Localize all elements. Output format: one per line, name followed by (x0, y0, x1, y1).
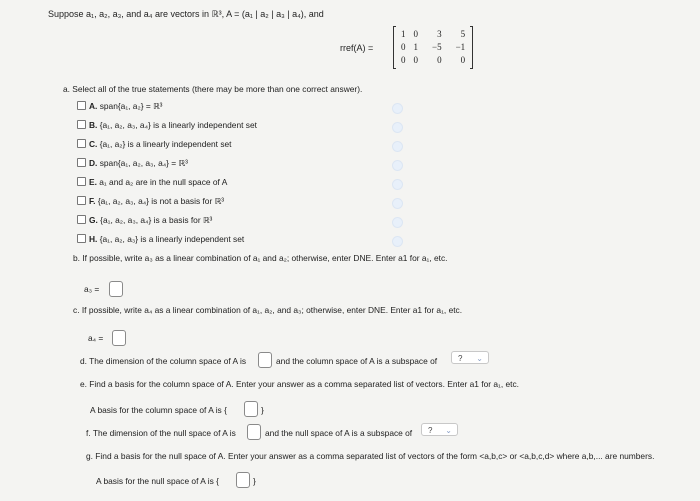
matrix-cell: 1 (413, 42, 418, 52)
matrix-row (397, 54, 469, 67)
part-f-suffix: and the null space of A is a subspace of (265, 428, 413, 438)
option-letter: C. (89, 139, 98, 149)
option-g[interactable] (77, 215, 212, 226)
column-basis-label: A basis for the column space of A is { (90, 405, 227, 415)
column-basis-close-brace: } (261, 405, 264, 415)
part-f-prompt: f. The dimension of the null space of A is (86, 428, 236, 438)
option-text: {a₁, a₂, a₃, a₄} is a linearly independent set (99, 120, 257, 130)
a3-label: a₃ = (84, 284, 100, 294)
checkbox[interactable] (77, 234, 86, 243)
option-letter: G. (89, 215, 98, 225)
part-c-prompt: c. If possible, write a₄ as a linear combination of a₁, a₂, and a₃; otherwise, enter DNE. Enter a1 for a₁, etc. (73, 305, 463, 315)
option-e[interactable] (77, 177, 227, 188)
status-dot-icon (392, 160, 403, 171)
matrix-cell: 3 (437, 29, 442, 39)
checkbox[interactable] (77, 177, 86, 186)
option-text: {a₁, a₂, a₃, a₄} is not a basis for ℝ³ (97, 196, 224, 206)
matrix-cell: 0 (401, 42, 406, 52)
a4-answer-input[interactable] (112, 330, 126, 346)
matrix-cell: 1 (401, 29, 406, 39)
option-h[interactable] (77, 234, 244, 245)
null-space-dimension-input[interactable] (247, 424, 261, 440)
problem-intro: Suppose a₁, a₂, a₃, and a₄ are vectors in ℝ³, A = (a₁ | a₂ | a₃ | a₄), and (48, 9, 324, 19)
chevron-down-icon: ⌄ (476, 354, 483, 363)
matrix-cell: 5 (460, 29, 466, 39)
option-b[interactable] (77, 120, 257, 131)
rref-label: rref(A) = (340, 43, 374, 53)
option-a[interactable] (77, 101, 162, 112)
null-basis-close-brace: } (253, 476, 256, 486)
null-space-basis-input[interactable] (236, 472, 250, 488)
a4-label: a₄ = (88, 333, 104, 343)
option-letter: H. (89, 234, 98, 244)
matrix-cell: 0 (413, 29, 418, 39)
option-letter: D. (89, 158, 98, 168)
option-text: a₁ and a₂ are in the null space of A (99, 177, 228, 187)
status-dot-icon (392, 179, 403, 190)
status-dot-icon (392, 141, 403, 152)
matrix-cell: 0 (413, 55, 418, 65)
option-text: {a₁, a₂, a₃, a₄} is a basis for ℝ³ (100, 215, 213, 225)
option-c[interactable] (77, 139, 232, 150)
matrix-row (397, 41, 469, 54)
checkbox[interactable] (77, 158, 86, 167)
option-letter: F. (89, 196, 96, 206)
select-value: ? (458, 354, 463, 363)
status-dot-icon (392, 236, 403, 247)
select-value: ? (428, 426, 433, 435)
matrix-cell: −1 (455, 42, 466, 52)
part-d-prompt: d. The dimension of the column space of A is (80, 356, 247, 366)
part-b-prompt: b. If possible, write a₃ as a linear combination of a₁ and a₂; otherwise, enter DNE. Enter a1 for a₁, etc. (73, 253, 448, 263)
option-text: span{a₁, a₂} = ℝ³ (99, 101, 163, 111)
status-dot-icon (392, 103, 403, 114)
column-space-basis-input[interactable] (244, 401, 258, 417)
option-text: {a₁, a₂, a₃} is a linearly independent set (99, 234, 245, 244)
status-dot-icon (392, 122, 403, 133)
part-d-suffix: and the column space of A is a subspace of (276, 356, 438, 366)
option-f[interactable] (77, 196, 224, 207)
null-space-subspace-select[interactable] (421, 423, 458, 436)
option-d[interactable] (77, 158, 188, 169)
status-dot-icon (392, 217, 403, 228)
matrix-cell: −5 (432, 42, 442, 52)
option-text: {a₁, a₂} is a linearly independent set (99, 139, 232, 149)
chevron-down-icon: ⌄ (445, 426, 452, 435)
checkbox[interactable] (77, 101, 86, 110)
matrix-row (397, 28, 469, 41)
option-text: span{a₁, a₂, a₃, a₄} = ℝ³ (99, 158, 188, 168)
checkbox[interactable] (77, 196, 86, 205)
checkbox[interactable] (77, 215, 86, 224)
rref-matrix (393, 27, 473, 68)
option-letter: E. (89, 177, 97, 187)
status-dot-icon (392, 198, 403, 209)
null-basis-label: A basis for the null space of A is { (96, 476, 219, 486)
matrix-cell: 0 (437, 55, 442, 65)
option-letter: A. (89, 101, 98, 111)
option-letter: B. (89, 120, 98, 130)
a3-answer-input[interactable] (109, 281, 123, 297)
checkbox[interactable] (77, 120, 86, 129)
part-a-prompt: a. Select all of the true statements (there may be more than one correct answer). (63, 84, 363, 94)
matrix-cell: 0 (460, 55, 466, 65)
matrix-cell: 0 (401, 55, 406, 65)
part-e-prompt: e. Find a basis for the column space of A. Enter your answer as a comma separated list of vectors. Enter a1 for a₁, etc. (80, 379, 519, 389)
checkbox[interactable] (77, 139, 86, 148)
column-space-dimension-input[interactable] (258, 352, 272, 368)
column-space-subspace-select[interactable] (451, 351, 489, 364)
part-g-prompt: g. Find a basis for the null space of A. Enter your answer as a comma separated list of vectors of the form <a,b,c> or <a,b,c,d> where a,b,... are numbers. (86, 451, 655, 461)
